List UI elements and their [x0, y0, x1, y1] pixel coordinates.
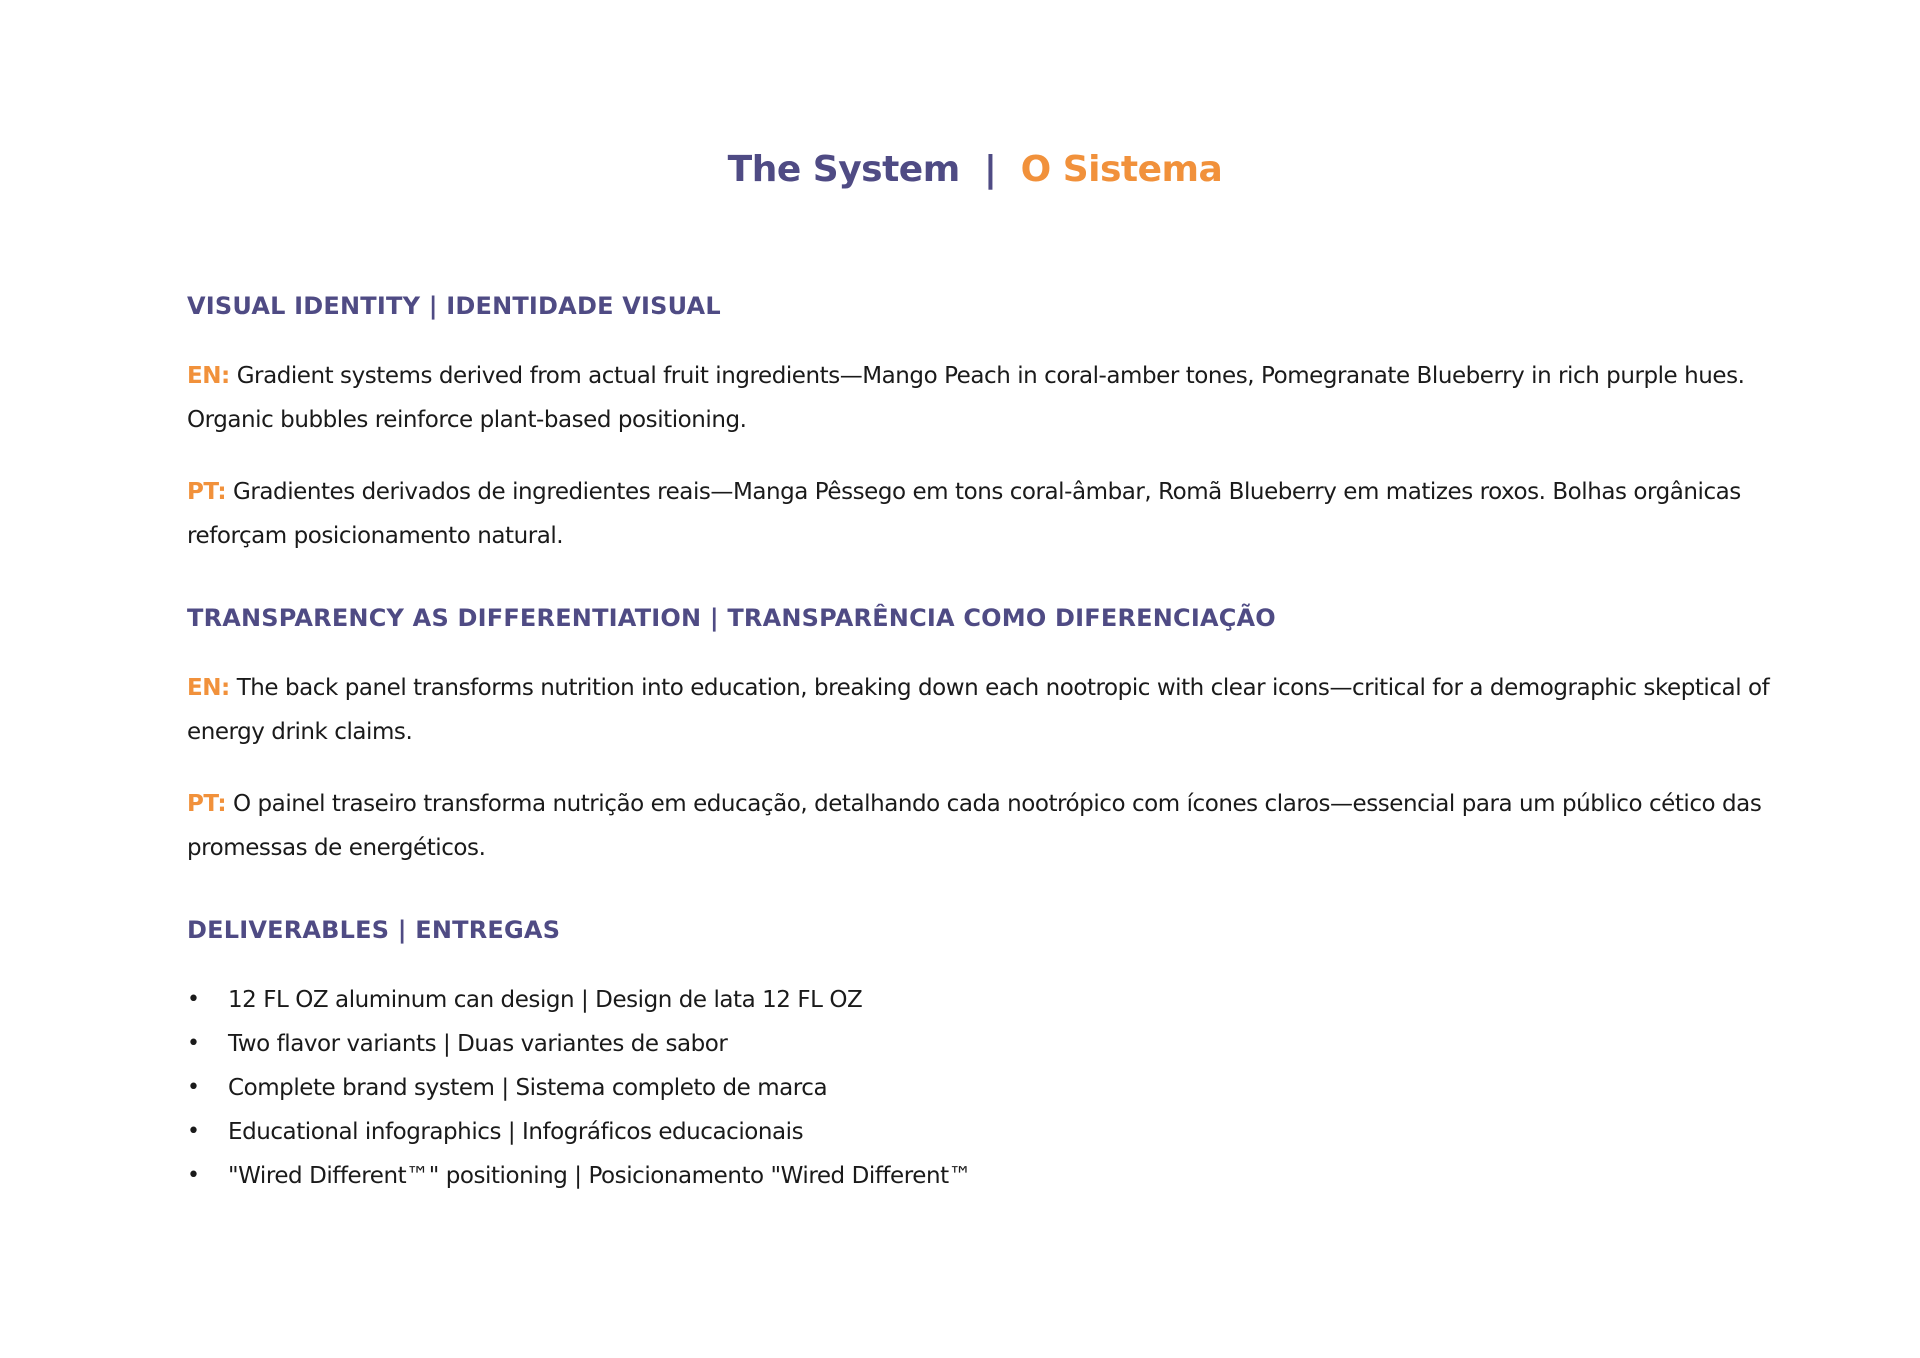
paragraph-visual-identity-pt	[187, 470, 1787, 558]
list-item: • Complete brand system | Sistema completo de marca	[187, 1066, 1787, 1110]
deliverables-list	[187, 978, 1787, 1198]
language-label-en: EN:	[187, 363, 230, 389]
paragraph-visual-identity-en	[187, 354, 1787, 442]
title-separator: |	[983, 149, 997, 190]
list-item: • "Wired Different™" positioning | Posicionamento "Wired Different™	[187, 1154, 1787, 1198]
list-item: • Educational infographics | Infográficos educacionais	[187, 1110, 1787, 1154]
bullet-icon: •	[187, 987, 200, 1012]
paragraph-text: Gradientes derivados de ingredientes reais—Manga Pêssego em tons coral-âmbar, Romã Blueberry em matizes roxos. Bolhas orgânicas reforçam posicionamento natural.	[187, 479, 1741, 549]
title-english: The System	[727, 149, 960, 190]
section-heading-transparency: TRANSPARENCY AS DIFFERENTIATION | TRANSPARÊNCIA COMO DIFERENCIAÇÃO	[187, 604, 1276, 632]
paragraph-text: The back panel transforms nutrition into education, breaking down each nootropic with clear icons—critical for a demographic skeptical of energy drink claims.	[187, 675, 1770, 745]
bullet-icon: •	[187, 1031, 200, 1056]
title-portuguese: O Sistema	[1020, 149, 1223, 190]
paragraph-text: Gradient systems derived from actual fruit ingredients—Mango Peach in coral-amber tones, Pomegranate Blueberry in rich purple hues. Organic bubbles reinforce plant-based positioning.	[187, 363, 1745, 433]
language-label-pt: PT:	[187, 479, 227, 505]
bullet-icon: •	[187, 1163, 200, 1188]
language-label-en: EN:	[187, 675, 230, 701]
bullet-icon: •	[187, 1119, 200, 1144]
paragraph-transparency-en	[187, 666, 1787, 754]
section-heading-visual-identity: VISUAL IDENTITY | IDENTIDADE VISUAL	[187, 292, 721, 320]
section-heading-deliverables: DELIVERABLES | ENTREGAS	[187, 916, 561, 944]
list-item: • Two flavor variants | Duas variantes de sabor	[187, 1022, 1787, 1066]
language-label-pt: PT:	[187, 791, 227, 817]
paragraph-transparency-pt	[187, 782, 1787, 870]
page-title	[0, 144, 1920, 196]
main-content	[187, 286, 1787, 1198]
bullet-icon: •	[187, 1075, 200, 1100]
paragraph-text: O painel traseiro transforma nutrição em educação, detalhando cada nootrópico com ícones claros—essencial para um público cético das promessas de energéticos.	[187, 791, 1762, 861]
list-item: • 12 FL OZ aluminum can design | Design de lata 12 FL OZ	[187, 978, 1787, 1022]
